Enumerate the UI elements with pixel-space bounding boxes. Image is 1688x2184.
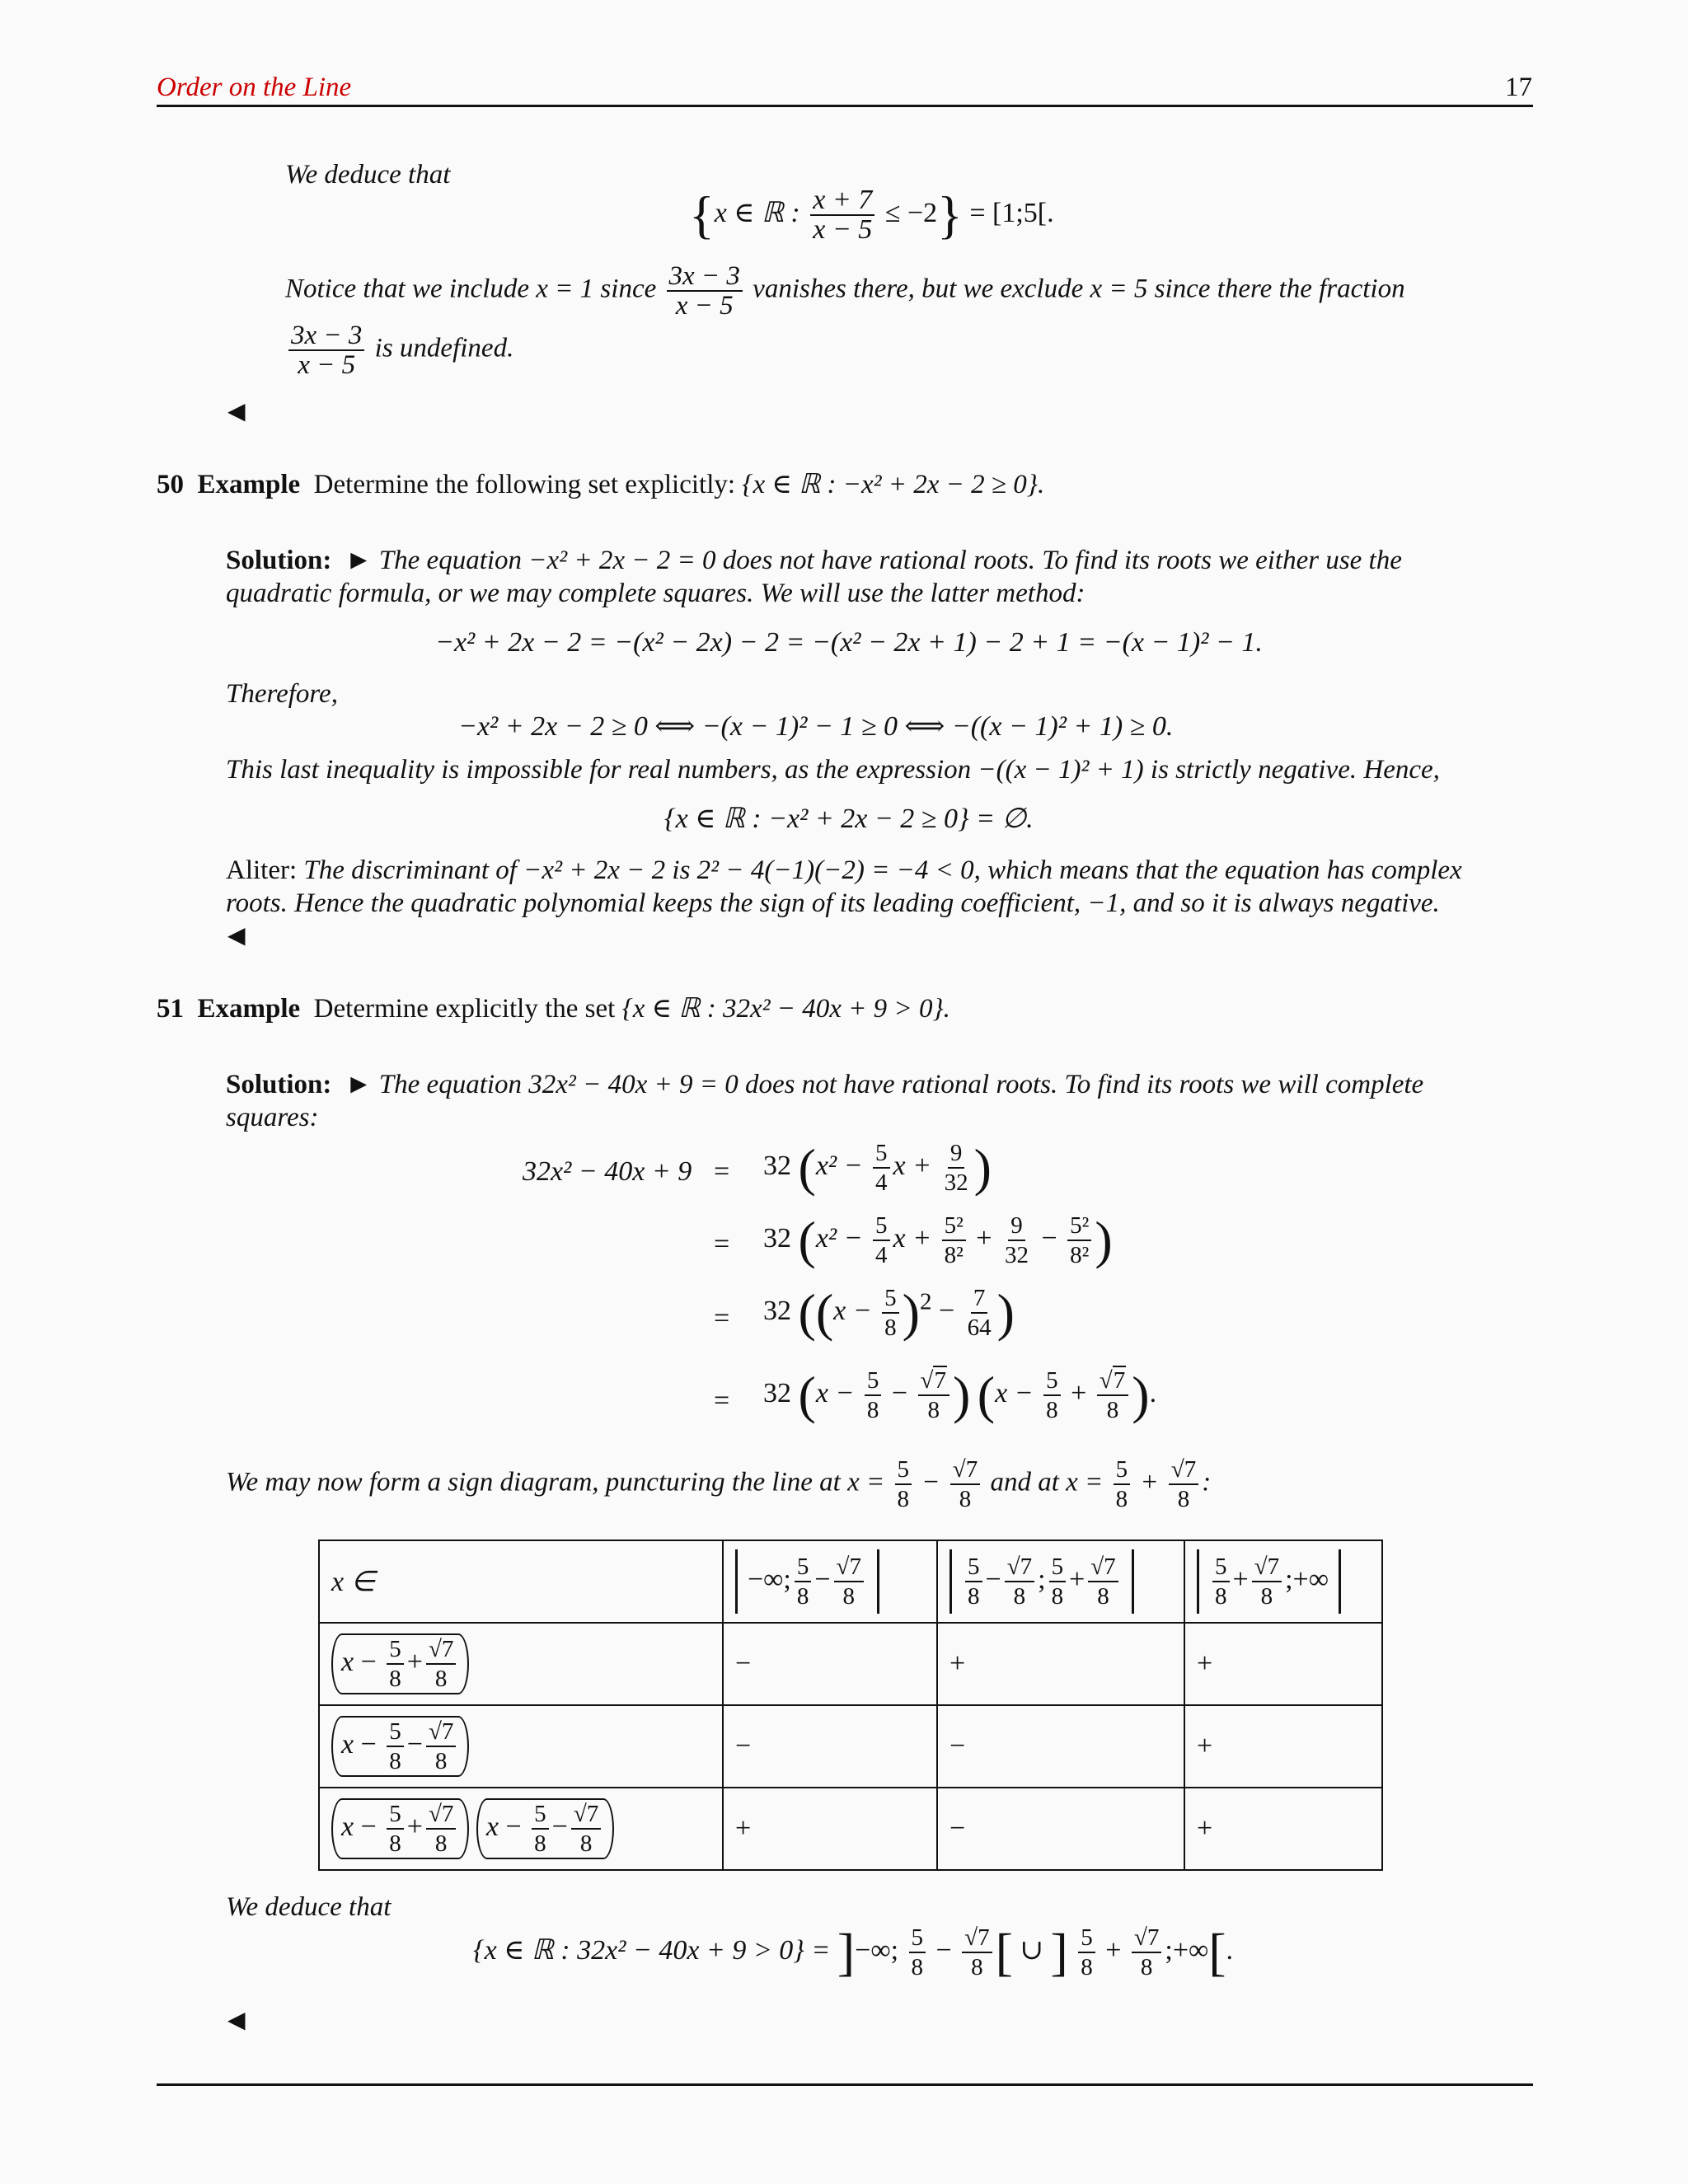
deduce-text: We deduce that (226, 1892, 392, 1922)
derivation-line-1: 32 (x² − $\frac{5}{4}$ x + $\frac{9}{32}$ ) (763, 1138, 992, 1197)
end-of-proof-marker: ◀ (227, 923, 246, 949)
derivation-line-4: 32 (x − $\frac{5}{8}$ − $\frac{√7}{8}$ ) (x − $\frac{5}{8}$ + $\frac{√7}{8}$ ). (763, 1366, 1157, 1424)
table-row (319, 1788, 1382, 1870)
sign-cell: − (723, 1705, 937, 1788)
end-of-proof-marker: ◀ (227, 399, 246, 424)
table-row (319, 1705, 1382, 1788)
table-row (319, 1623, 1382, 1705)
notice-line: Notice that we include x = 1 since $\frac{3x - 3}{x - 5}$ vanishes there, but we exclude x = 5 since there the fraction (285, 261, 1405, 321)
footer-rule (157, 2083, 1533, 2086)
ex50-solution-line2: quadratic formula, or we may complete squares. We will use the latter method: (226, 579, 1085, 608)
interval-3: $\frac{5}{8}$ + $\frac{√7}{8}$ ;+∞ (1184, 1540, 1382, 1623)
derivation-eq-1: = (714, 1156, 730, 1187)
ex50-solution-line1: Solution: ► The equation −x² + 2x − 2 = 0 does not have rational roots. To find its roots we either use the (226, 546, 1402, 575)
page-number: 17 (1505, 73, 1532, 102)
sign-cell: + (1184, 1705, 1382, 1788)
ex51-solution-line2: squares: (226, 1103, 319, 1132)
example-51-heading: 51 Example Determine explicitly the set {x ∈ ℝ : 32x² − 40x + 9 > 0}. (157, 994, 950, 1024)
running-title: Order on the Line (157, 73, 352, 102)
sign-cell: − (723, 1623, 937, 1705)
sign-cell: − (937, 1705, 1184, 1788)
set-equation: {x ∈ ℝ : $\frac{x + 7}{x - 5}$ ≤ −2} = [1;5[. (689, 185, 1054, 245)
derivation-eq-3: = (714, 1303, 730, 1333)
final-answer: {x ∈ ℝ : 32x² − 40x + 9 > 0} = ]−∞; $\frac{5}{8}$ − $\frac{√7}{8}$ [ ∪ ] $\frac{5}{8}$ + $\frac{√7}{8}$ ;+∞[. (473, 1923, 1234, 1981)
ex50-equation-2: −x² + 2x − 2 ≥ 0 ⟺ −(x − 1)² − 1 ≥ 0 ⟺ −((x − 1)² + 1) ≥ 0. (458, 711, 1174, 742)
derivation-line-2: 32 (x² − $\frac{5}{4}$ x + $\frac{\text{5²}}{\text{8²}}$ + $\frac{9}{32}$ − $\frac{\text{5²}}{\text{8²}}$ ) (763, 1211, 1113, 1269)
ex50-conclusion-line: This last inequality is impossible for real numbers, as the expression −((x − 1)² + 1) is strictly negative. Hence, (226, 755, 1440, 785)
interval-2: $\frac{5}{8}$ − $\frac{√7}{8}$ ; $\frac{5}{8}$ + $\frac{√7}{8}$ (937, 1540, 1184, 1623)
factor-minus: x − $\frac{5}{8}$ − $\frac{√7}{8}$ (319, 1705, 723, 1788)
interval-1: −∞; $\frac{5}{8}$ − $\frac{√7}{8}$ (723, 1540, 937, 1623)
end-of-proof-marker: ◀ (227, 2008, 246, 2033)
derivation-lhs: 32x² − 40x + 9 (523, 1156, 692, 1187)
header-rule (157, 105, 1533, 107)
derivation-eq-4: = (714, 1385, 730, 1416)
therefore-text: Therefore, (226, 679, 338, 709)
factor-product: x − $\frac{5}{8}$ + $\frac{√7}{8}$ x − $\frac{5}{8}$ − $\frac{√7}{8}$ (319, 1788, 723, 1870)
derivation-eq-2: = (714, 1229, 730, 1259)
ex51-solution-line1: Solution: ► The equation 32x² − 40x + 9 = 0 does not have rational roots. To find its roots we will complete (226, 1070, 1424, 1099)
undefined-line: $\frac{3x - 3}{x - 5}$ is undefined. (285, 321, 513, 379)
aliter-line2: roots. Hence the quadratic polynomial keeps the sign of its leading coefficient, −1, and so it is always negative. (226, 888, 1440, 918)
sign-cell: + (937, 1623, 1184, 1705)
deduce-text: We deduce that (285, 160, 451, 190)
sign-diagram-table (318, 1540, 1383, 1871)
example-50-heading: 50 Example Determine the following set explicitly: {x ∈ ℝ : −x² + 2x − 2 ≥ 0}. (157, 470, 1045, 499)
sign-diagram-intro: We may now form a sign diagram, puncturing the line at x = $\frac{5}{8}$ − $\frac{√7}{8}$ and at x = $\frac{5}{8}$ + $\frac{√7}{8}$ : (226, 1456, 1212, 1512)
derivation-line-3: 32 ((x − $\frac{5}{8}$ )$^2$ − $\frac{7}{64}$ ) (763, 1283, 1015, 1342)
factor-plus: x − $\frac{5}{8}$ + $\frac{√7}{8}$ (319, 1623, 723, 1705)
sign-cell: + (723, 1788, 937, 1870)
ex50-equation-3: {x ∈ ℝ : −x² + 2x − 2 ≥ 0} = ∅. (664, 804, 1034, 834)
sign-cell: + (1184, 1623, 1382, 1705)
table-header-label: x ∈ (319, 1540, 723, 1623)
ex50-equation-1: −x² + 2x − 2 = −(x² − 2x) − 2 = −(x² − 2x + 1) − 2 + 1 = −(x − 1)² − 1. (435, 627, 1263, 658)
sign-cell: − (937, 1788, 1184, 1870)
sign-cell: + (1184, 1788, 1382, 1870)
aliter-line1: Aliter: The discriminant of −x² + 2x − 2 is 2² − 4(−1)(−2) = −4 < 0, which means that the equation has complex (226, 855, 1462, 885)
table-row (319, 1540, 1382, 1623)
